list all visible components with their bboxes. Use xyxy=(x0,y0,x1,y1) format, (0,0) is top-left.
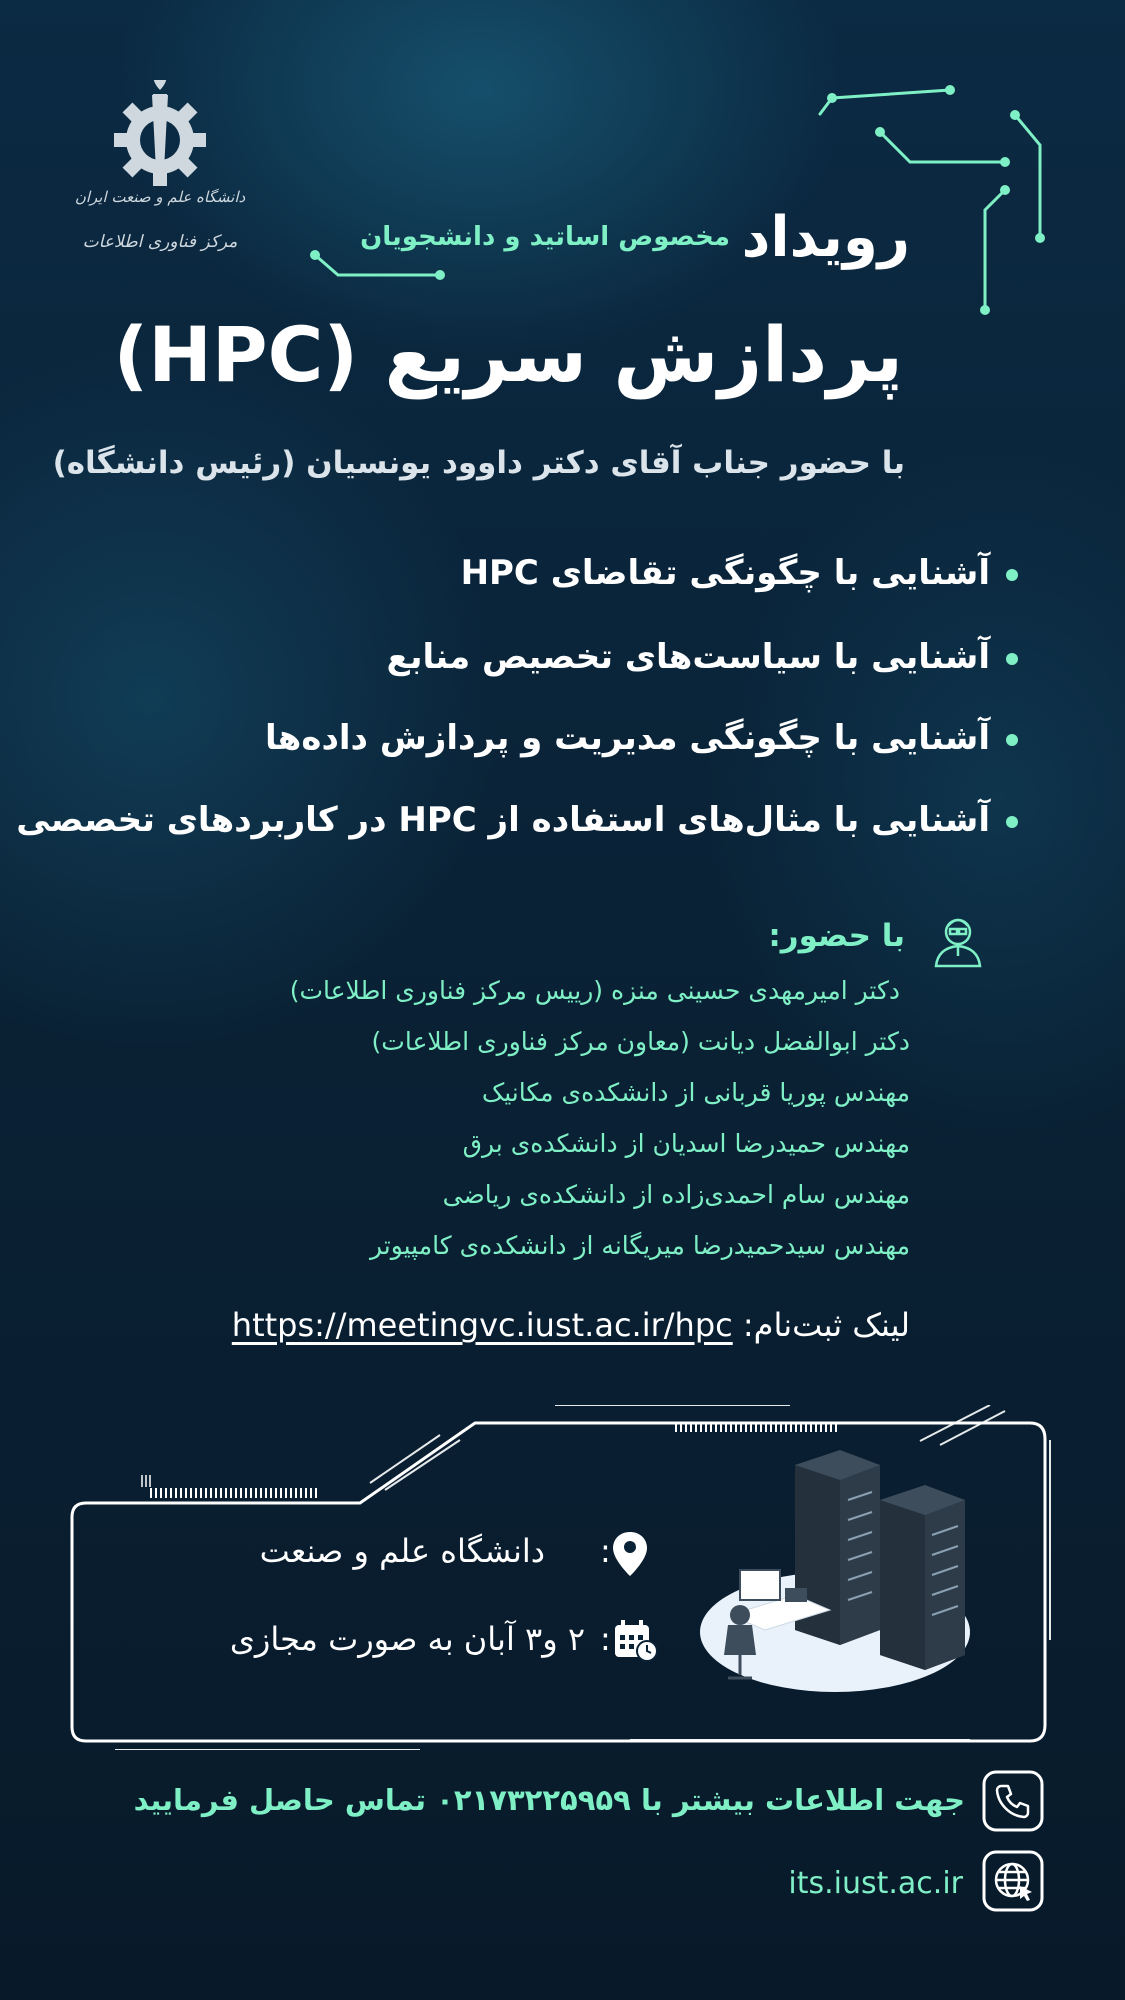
presenter-name: مهندس سام احمدی‌زاده از دانشکده‌ی ریاضی xyxy=(442,1180,910,1209)
topic-item: آشنایی با سیاست‌های تخصیص منابع xyxy=(386,637,990,677)
presenter-name: دکتر ابوالفضل دیانت (معاون مرکز فناوری اطلاعات) xyxy=(371,1027,910,1056)
website-link[interactable]: its.iust.ac.ir xyxy=(788,1866,963,1901)
location-colon: : xyxy=(600,1532,611,1570)
location-pin-icon xyxy=(610,1530,650,1578)
registration-row xyxy=(232,1306,910,1344)
presenter-name: مهندس پوریا قربانی از دانشکده‌ی مکانیک xyxy=(481,1078,910,1107)
presenter-name: مهندس حمیدرضا اسدیان از دانشکده‌ی برق xyxy=(462,1129,910,1158)
presence-subtitle: با حضور جناب آقای دکتر داوود یونسیان (رئیس دانشگاه) xyxy=(52,445,905,481)
topic-item: آشنایی با چگونگی تقاضای HPC xyxy=(460,553,990,593)
contact-info: جهت اطلاعات بیشتر با ۰۲۱۷۳۲۲۵۹۵۹ تماس حاصل فرمایید xyxy=(133,1783,965,1817)
event-label: رویداد xyxy=(741,205,910,270)
date-text: ۲ و۳ آبان به صورت مجازی xyxy=(229,1620,585,1658)
phone-icon xyxy=(982,1770,1044,1832)
presenter-name: دکتر امیرمهدی حسینی منزه (رییس مرکز فناوری اطلاعات) xyxy=(289,976,900,1005)
location-text: دانشگاه علم و صنعت xyxy=(259,1532,545,1570)
logo-center-name: مرکز فناوری اطلاعات xyxy=(82,232,238,252)
event-audience: مخصوص اساتید و دانشجویان xyxy=(360,222,730,252)
topic-item: آشنایی با چگونگی مدیریت و پردازش داده‌ها xyxy=(265,718,990,758)
presenter-icon xyxy=(928,912,988,968)
registration-label: لینک ثبت‌نام: xyxy=(742,1306,910,1344)
topic-item: آشنایی با مثال‌های استفاده از HPC در کاربردهای تخصصی xyxy=(16,800,990,840)
page-title: پردازش سریع (HPC) xyxy=(113,310,903,399)
date-colon: : xyxy=(600,1620,611,1658)
globe-icon xyxy=(982,1850,1044,1912)
circuit-lines-decoration xyxy=(300,80,1060,330)
presenters-heading: با حضور: xyxy=(768,918,905,954)
registration-link[interactable]: https://meetingvc.iust.ac.ir/hpc xyxy=(231,1306,733,1344)
logo-university-name: دانشگاه علم و صنعت ایران xyxy=(74,188,246,206)
presenter-name: مهندس سیدحمیدرضا میریگانه از دانشکده‌ی کامپیوتر xyxy=(369,1231,910,1260)
calendar-clock-icon xyxy=(612,1618,660,1664)
server-room-illustration xyxy=(700,1440,990,1710)
